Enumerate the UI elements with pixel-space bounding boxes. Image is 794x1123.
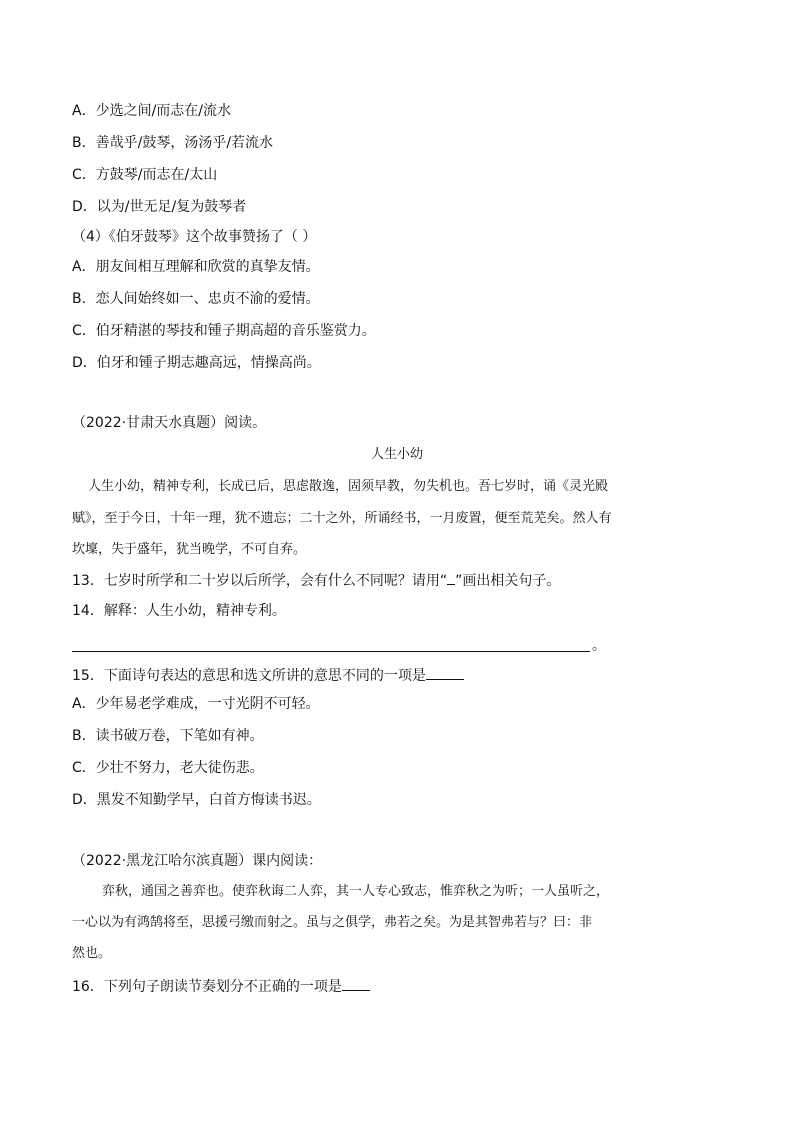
q15-answer-blank[interactable] — [426, 665, 464, 680]
q15-option-d: D．黑发不知勤学早，白首方悔读书迟。 — [72, 792, 321, 808]
passage2-source: （2022·黑龙江哈尔滨真题）课内阅读： — [72, 853, 323, 869]
passage1-source: （2022·甘肃天水真题）阅读。 — [72, 415, 267, 431]
q3-option-c: C．方鼓琴/而志在/太山 — [72, 167, 218, 183]
q15-option-c: C．少壮不努力，老大徒伤悲。 — [72, 760, 264, 776]
passage1-line-1: 人生小幼，精神专利，长成已后，思虑散逸，固须早教，勿失机也。吾七岁时，诵《灵光殿 — [88, 479, 609, 494]
q14-end-mark: 。 — [592, 638, 606, 654]
q15-option-b: B．读书破万卷，下笔如有神。 — [72, 728, 264, 744]
q15-stem — [72, 665, 464, 685]
passage2-line-1: 弈秋，通国之善弈也。使弈秋诲二人弈，其一人专心致志，惟弈秋之为听；一人虽听之， — [102, 884, 610, 899]
q15-option-a: A．少年易老学难成，一寸光阴不可轻。 — [72, 696, 320, 712]
q4-option-a: A．朋友间相互理解和欣赏的真挚友情。 — [72, 259, 320, 275]
q13-underline-sample — [447, 570, 455, 585]
q15-stem-text: 15．下面诗句表达的意思和选文所讲的意思不同的一项是 — [72, 668, 426, 684]
passage1-title: 人生小幼 — [370, 447, 423, 462]
q3-option-a: A．少选之间/而志在/流水 — [72, 103, 232, 119]
passage1-line-2: 赋》，至于今日，十年一理，犹不遗忘；二十之外，所诵经书，一月废置，便至荒芜矣。然人有 — [72, 511, 612, 526]
passage1-line-3: 坎壈，失于盛年，犹当晚学，不可自弃。 — [72, 542, 307, 557]
q4-option-c: C．伯牙精湛的琴技和锺子期高超的音乐鉴赏力。 — [72, 323, 376, 339]
q13-text-after: ”画出相关句子。 — [455, 573, 561, 589]
q4-option-b: B．恋人间始终如一、忠贞不渝的爱情。 — [72, 291, 320, 307]
q4-stem: （4）《伯牙鼓琴》这个故事赞扬了（ ） — [72, 229, 317, 245]
q16-stem — [72, 976, 370, 996]
q4-option-d: D．伯牙和锺子期志趣高远，情操高尚。 — [72, 355, 321, 371]
q14-stem: 14．解释：人生小幼，精神专利。 — [72, 603, 286, 619]
q3-option-d: D．以为/世无足/复为鼓琴者 — [72, 199, 247, 215]
q3-option-b: B．善哉乎/鼓琴，汤汤乎/若流水 — [72, 135, 274, 151]
passage2-line-2: 一心以为有鸿鹄将至，思援弓缴而射之。虽与之俱学，弗若之矣。为是其智弗若与？曰：非 — [72, 915, 593, 930]
q16-stem-text: 16．下列句子朗读节奏划分不正确的一项是 — [72, 979, 342, 995]
q16-answer-blank[interactable] — [342, 976, 370, 991]
q13-text-before: 13．七岁时所学和二十岁以后所学，会有什么不同呢？请用“ — [72, 573, 448, 589]
passage2-line-3: 然也。 — [72, 946, 112, 961]
q14-answer-line[interactable] — [72, 651, 590, 652]
q13-stem — [72, 570, 560, 590]
